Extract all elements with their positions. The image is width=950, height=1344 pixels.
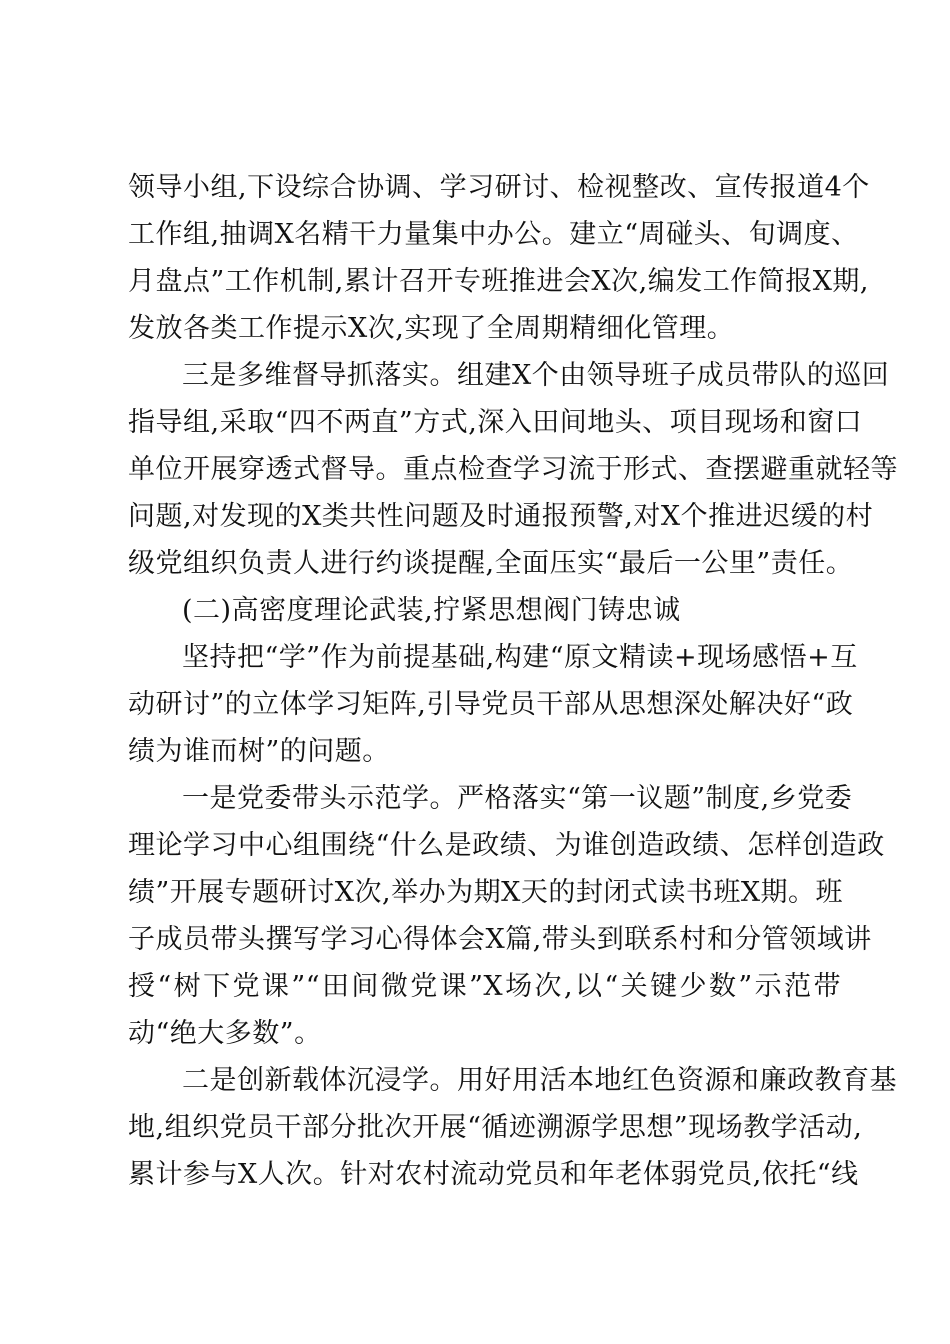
text-line: 指导组,采取“四不两直”方式,深入田间地头、项目现场和窗口 bbox=[128, 407, 863, 438]
section-heading: (二)高密度理论武装,拧紧思想阀门铸忠诚 bbox=[182, 595, 681, 626]
text-line: 发放各类工作提示X次,实现了全周期精细化管理。 bbox=[128, 313, 735, 344]
text-line: 理论学习中心组围绕“什么是政绩、为谁创造政绩、怎样创造政 bbox=[128, 830, 885, 861]
text-line: 月盘点”工作机制,累计召开专班推进会X次,编发工作简报X期, bbox=[128, 266, 869, 297]
paragraph-first-line: 三是多维督导抓落实。组建X个由领导班子成员带队的巡回 bbox=[182, 360, 890, 391]
text-line: 单位开展穿透式督导。重点检查学习流于形式、查摆避重就轻等 bbox=[128, 454, 898, 485]
text-line: 绩”开展专题研讨X次,举办为期X天的封闭式读书班X期。班 bbox=[128, 877, 844, 908]
text-line: 子成员带头撰写学习心得体会X篇,带头到联系村和分管领域讲 bbox=[128, 924, 872, 955]
text-line: 地,组织党员干部分批次开展“循迹溯源学思想”现场教学活动, bbox=[128, 1112, 863, 1143]
text-line: 动研讨”的立体学习矩阵,引导党员干部从思想深处解决好“政 bbox=[128, 689, 854, 720]
text-line: 授“树下党课”“田间微党课”X场次,以“关键少数”示范带 bbox=[128, 971, 841, 1002]
paragraph-first-line: 坚持把“学”作为前提基础,构建“原文精读+现场感悟+互 bbox=[182, 642, 858, 673]
text-line: 问题,对发现的X类共性问题及时通报预警,对X个推进迟缓的村 bbox=[128, 501, 874, 532]
text-line: 动“绝大多数”。 bbox=[128, 1018, 322, 1049]
paragraph-first-line: 一是党委带头示范学。严格落实“第一议题”制度,乡党委 bbox=[182, 783, 853, 814]
text-line: 绩为谁而树”的问题。 bbox=[128, 736, 390, 767]
text-line: 工作组,抽调X名精干力量集中办公。建立“周碰头、旬调度、 bbox=[128, 219, 859, 250]
paragraph-first-line: 二是创新载体沉浸学。用好用活本地红色资源和廉政教育基 bbox=[182, 1065, 897, 1096]
text-line: 级党组织负责人进行约谈提醒,全面压实“最后一公里”责任。 bbox=[128, 548, 854, 579]
text-line: 累计参与X人次。针对农村流动党员和年老体弱党员,依托“线 bbox=[128, 1159, 859, 1190]
text-line: 领导小组,下设综合协调、学习研讨、检视整改、宣传报道4个 bbox=[128, 172, 870, 203]
